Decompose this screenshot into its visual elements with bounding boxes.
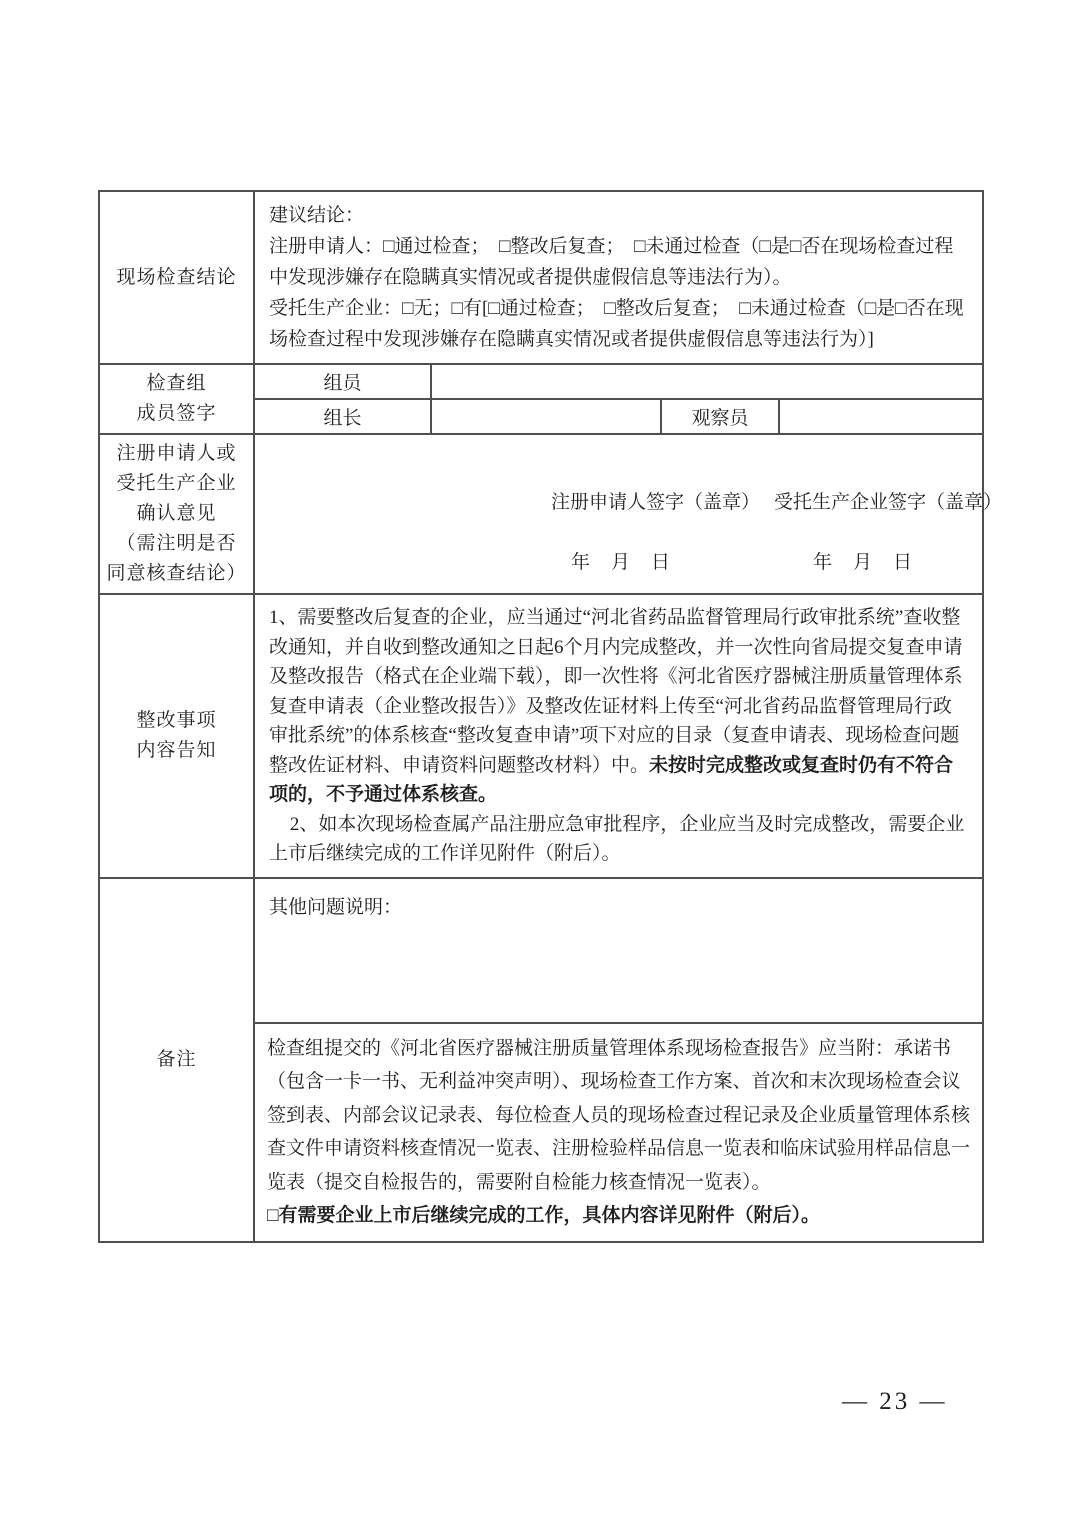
- conclusion-label-cell: [99, 191, 254, 364]
- confirm-label-line4: （需注明是否: [116, 533, 237, 554]
- team-signature-label-line2: 成员签字: [136, 403, 217, 424]
- row-conclusion: [99, 191, 983, 364]
- remark-label-cell: [99, 878, 254, 1242]
- confirm-label-line2: 受托生产企业: [116, 473, 237, 494]
- conclusion-label: 现场检查结论: [116, 266, 237, 288]
- rectification-paragraph-2: 2、如本次现场检查属产品注册应急审批程序，企业应当及时完成整改，需要企业上市后继续完成的工作详见附件（附后）。: [269, 813, 965, 864]
- conclusion-content-cell: [254, 191, 983, 364]
- rectification-p1-normal: 1、需要整改后复查的企业，应当通过“河北省药品监督管理局行政审批系统”查收整改通知，并自收到整改通知之日起6个月内完成整改，并一次性向省局提交复查申请及整改报告（格式在企业端下载），即一次性将《河北省医疗器械注册质量管理体系复查申请表（企业整改报告）》及整改佐证材料上传至“河北省药品监督管理局行政审批系统”的体系核查“整改复查申请”项下对应的目录（复查申请表、现场检查问题整改佐证材料、申请资料问题整改材料）中。: [269, 607, 963, 776]
- row-confirmation: [99, 434, 983, 594]
- remark-content-cell: [254, 878, 983, 1242]
- row-remark: [99, 878, 983, 1242]
- applicant-date-line: 年 月 日: [571, 552, 672, 573]
- leader-label: 组长: [323, 408, 362, 429]
- row-rectification: [99, 594, 983, 878]
- remark-label: 备注: [156, 1048, 197, 1070]
- confirm-label-line5: 同意核查结论）: [106, 563, 247, 584]
- other-issues-section: [255, 879, 982, 1024]
- rectification-label-line1: 整改事项: [136, 709, 217, 731]
- page-number: — 23 —: [842, 1388, 948, 1415]
- leader-signature-field: [431, 399, 661, 434]
- member-label-cell: [254, 364, 431, 399]
- attachment-note-section: [255, 1024, 982, 1241]
- signature-date-row: [571, 547, 913, 574]
- attachment-note-text: 检查组提交的《河北省医疗器械注册质量管理体系现场检查报告》应当附：承诺书（包含一卡一书、无利益冲突声明）、现场检查工作方案、首次和末次现场检查会议签到表、内部会议记录表、每位检查人员的现场检查过程记录及企业质量管理体系核查文件申请资料核查情况一览表、注册检验样品信息一览表和临床试验用样品信息一览表（提交自检报告的，需要附自检能力核查情况一览表）。: [267, 1037, 971, 1193]
- confirm-content-cell: [254, 434, 1003, 594]
- attachment-bold-text: □有需要企业上市后继续完成的工作，具体内容详见附件（附后）。: [267, 1205, 820, 1226]
- confirm-label-line1: 注册申请人或: [116, 443, 237, 464]
- rectification-p1-bold: 未按时完成整改或复查时仍有不符合项的，不予通过体系核查。: [269, 754, 954, 805]
- confirm-label-line3: 确认意见: [136, 503, 217, 524]
- conclusion-line-suggestion: 建议结论：: [269, 205, 365, 226]
- leader-label-cell: [254, 399, 431, 434]
- conclusion-line-entrusted-checkboxes: 受托生产企业：□无；□有[□通过检查； □整改后复查； □未通过检查（□是□否在现场检查过程中发现涉嫌存在隐瞒真实情况或者提供虚假信息等违法行为）]: [269, 298, 964, 350]
- entrusted-date-line: 年 月 日: [813, 552, 914, 573]
- row-team-member: [99, 364, 983, 399]
- member-signature-field: [431, 364, 983, 399]
- rectification-label-cell: [99, 594, 254, 878]
- remark-content-wrap: [255, 879, 982, 1241]
- rectification-label-line2: 内容告知: [136, 739, 217, 761]
- observer-label-cell: [661, 399, 779, 434]
- entrusted-signature-caption: 受托生产企业签字（盖章）: [774, 492, 1003, 513]
- observer-label: 观察员: [691, 408, 749, 429]
- inspection-report-form-table: [98, 190, 1003, 1243]
- rectification-paragraph-1: [269, 603, 968, 810]
- conclusion-line-applicant-checkboxes: 注册申请人：□通过检查； □整改后复查； □未通过检查（□是□否在现场检查过程中发现涉嫌存在隐瞒真实情况或者提供虚假信息等违法行为）。: [269, 236, 954, 288]
- confirm-label-cell: [99, 434, 254, 594]
- rectification-content-cell: [254, 594, 983, 878]
- observer-signature-field: [779, 399, 983, 434]
- team-signature-label-line1: 检查组: [146, 373, 207, 394]
- applicant-signature-caption: 注册申请人签字（盖章）: [551, 492, 761, 513]
- other-issues-label: 其他问题说明：: [269, 896, 403, 918]
- team-signature-label-cell: [99, 364, 254, 434]
- attachment-note-bold-line: [267, 1199, 970, 1233]
- member-label: 组员: [323, 373, 362, 394]
- signature-caption-row: [551, 487, 1002, 514]
